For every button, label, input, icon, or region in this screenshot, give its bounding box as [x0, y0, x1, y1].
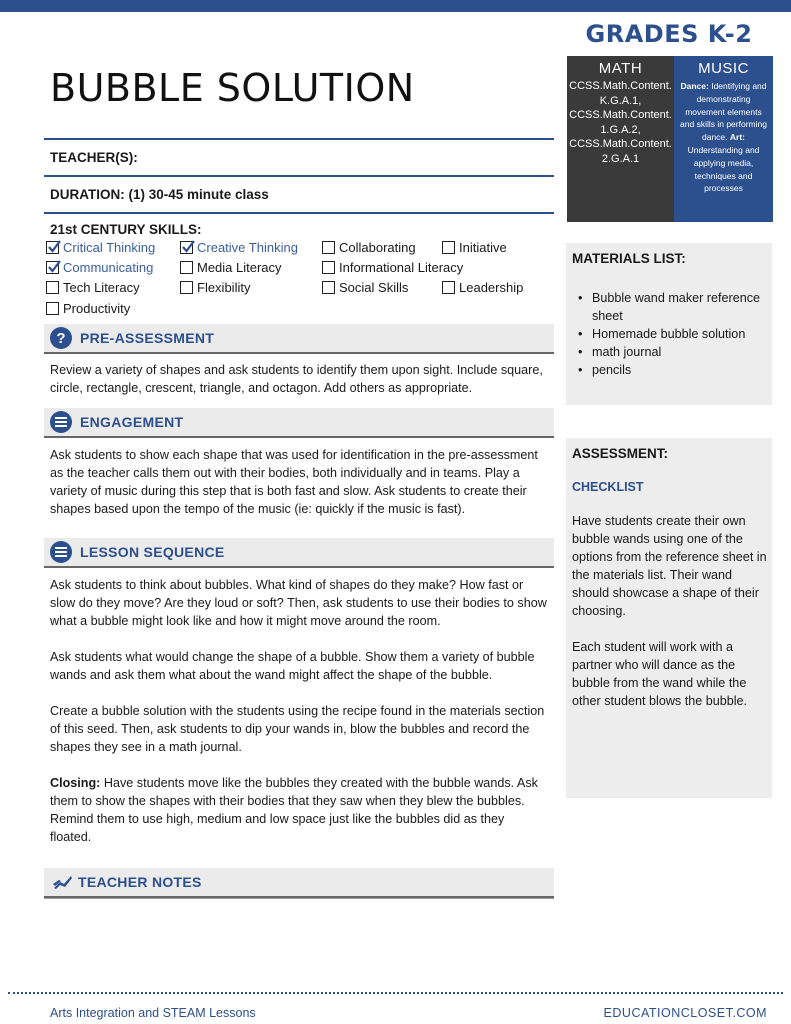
closing-label: Closing:: [50, 776, 101, 790]
assessment-panel: [566, 438, 772, 798]
paragraph: Ask students to show each shape that was used for identification in the pre-assessment as the teacher calls them out with their bodies, both individually and in teams. Play a variety of music during this step that is both fast and slow. Ask students to create their shapes based upon the tempo of the music (ie: quickly if the music is fast).: [50, 448, 538, 516]
checkbox[interactable]: [46, 241, 59, 254]
section-title: ENGAGEMENT: [80, 414, 184, 430]
paragraph: Ask students to think about bubbles. What kind of shapes do they make? How fast or slow do they move? Are they loud or soft? Then, ask students to use their bodies to show what a bubble might look like and how it might move around the room.: [50, 578, 547, 628]
skill-collaborating[interactable]: [322, 240, 416, 255]
skill-social-skills[interactable]: [322, 280, 408, 295]
assessment-title: ASSESSMENT:: [572, 446, 669, 461]
checkbox[interactable]: [180, 241, 193, 254]
math-standards: [567, 79, 674, 166]
list-item: • Bubble wand maker reference sheet: [578, 289, 768, 325]
closing-text: Have students move like the bubbles they created with the bubble wands. Ask them to show the shapes with their bodies that they saw when they blew the bubbles. Remind them to use high, medium and low space just like the bubbles did as they floated.: [50, 776, 538, 844]
divider: [44, 138, 554, 140]
divider: [44, 175, 554, 177]
music-label: MUSIC: [698, 60, 749, 77]
paragraph: Create a bubble solution with the students using the recipe found in the materials section of this seed. Then, ask students to dip your wands in, blow the bubbles and record the shapes they see in a math journal.: [50, 704, 545, 754]
skill-label: Collaborating: [339, 240, 416, 255]
checkbox[interactable]: [322, 261, 335, 274]
lesson-sequence-text: [50, 576, 548, 846]
engagement-header: [44, 408, 554, 438]
skill-label: Flexibility: [197, 280, 251, 295]
music-standards: [674, 80, 773, 195]
math-standard-line: CCSS.Math.Content.: [569, 80, 672, 92]
duration-field: DURATION: (1) 30-45 minute class: [50, 187, 269, 202]
list-icon: [50, 541, 72, 563]
pen-hand-icon: [52, 871, 74, 893]
skill-media-literacy[interactable]: [180, 260, 282, 275]
paragraph: Review a variety of shapes and ask students to identify them upon sight. Include square, circle, rectangle, crescent, triangle, and octagon. Add others as appropriate.: [50, 363, 543, 395]
list-item: • pencils: [578, 361, 768, 379]
skill-label: Informational Literacy: [339, 260, 464, 275]
materials-list: [578, 289, 768, 379]
math-standard-line: CCSS.Math.Content.: [569, 109, 672, 121]
skill-label: Media Literacy: [197, 260, 282, 275]
materials-panel: [566, 243, 772, 405]
music-standards-box: [674, 56, 773, 222]
footer-divider: [8, 992, 783, 994]
skill-label: Communicating: [63, 260, 154, 275]
checkbox[interactable]: [180, 261, 193, 274]
section-title: LESSON SEQUENCE: [80, 544, 225, 560]
art-label: Art:: [729, 132, 745, 143]
list-item: • math journal: [578, 343, 768, 361]
paragraph: Ask students what would change the shape of a bubble. Show them a variety of bubble wands and ask them what about the wand might affect the shape of the bubble.: [50, 650, 535, 682]
footer-tagline: Arts Integration and STEAM Lessons: [50, 1006, 256, 1020]
math-standard-line: 1.G.A.2,: [600, 123, 641, 136]
top-accent-bar: [0, 0, 791, 12]
checkbox[interactable]: [46, 261, 59, 274]
grade-level-heading: GRADES K-2: [585, 20, 753, 48]
checkbox[interactable]: [442, 241, 455, 254]
list-item: • Homemade bubble solution: [578, 325, 768, 343]
pre-assessment-text: [50, 361, 548, 397]
skill-label: Critical Thinking: [63, 240, 156, 255]
skill-label: Creative Thinking: [197, 240, 298, 255]
math-standard-line: K.G.A.1,: [599, 94, 642, 107]
lesson-sequence-header: [44, 538, 554, 568]
skill-communicating[interactable]: [46, 260, 153, 275]
skill-tech-literacy[interactable]: [46, 280, 140, 295]
checkbox[interactable]: [322, 281, 335, 294]
divider: [44, 898, 554, 899]
checklist-label: CHECKLIST: [572, 480, 644, 494]
pre-assessment-header: [44, 324, 554, 354]
math-label: MATH: [598, 60, 643, 77]
skills-title: 21st CENTURY SKILLS:: [50, 222, 202, 237]
dance-label: Dance:: [680, 81, 709, 91]
skill-creative-thinking[interactable]: [180, 240, 298, 255]
teachers-field: TEACHER(S):: [50, 150, 138, 165]
skill-label: Initiative: [459, 240, 507, 255]
list-icon: [50, 411, 72, 433]
footer-site-link[interactable]: EDUCATIONCLOSET.COM: [603, 1006, 767, 1020]
question-icon: ?: [50, 327, 72, 349]
skill-critical-thinking[interactable]: [46, 240, 155, 255]
section-title: PRE-ASSESSMENT: [80, 330, 215, 346]
teacher-notes-header: [44, 868, 554, 898]
skill-flexibility[interactable]: [180, 280, 250, 295]
math-standards-box: [567, 56, 674, 222]
checkbox[interactable]: [322, 241, 335, 254]
paragraph: Have students create their own bubble wands using one of the options from the reference sheet in the materials list. Their wand should showcase a shape of their choosing.: [572, 514, 767, 618]
math-standard-line: 2.G.A.1: [601, 152, 640, 165]
skill-label: Social Skills: [339, 280, 409, 295]
dance-text: Identifying and demonstrating movement elements and skills in performing dance.: [680, 81, 767, 143]
checkbox[interactable]: [46, 302, 59, 315]
skill-informational-literacy[interactable]: [322, 260, 463, 275]
materials-title: MATERIALS LIST:: [572, 251, 686, 266]
section-title: TEACHER NOTES: [78, 874, 202, 890]
skill-leadership[interactable]: [442, 280, 523, 295]
checkbox[interactable]: [180, 281, 193, 294]
skill-label: Tech Literacy: [63, 280, 140, 295]
skill-productivity[interactable]: [46, 301, 130, 316]
closing-paragraph: [50, 774, 548, 846]
paragraph: Each student will work with a partner who will dance as the bubble from the wand while the other student blows the bubble.: [572, 640, 748, 708]
skill-label: Productivity: [63, 301, 131, 316]
checkbox[interactable]: [46, 281, 59, 294]
math-standard-line: CCSS.Math.Content.: [569, 138, 672, 150]
divider: [44, 212, 554, 214]
checkbox[interactable]: [442, 281, 455, 294]
assessment-text: [572, 512, 770, 728]
skill-initiative[interactable]: [442, 240, 507, 255]
skill-label: Leadership: [459, 280, 524, 295]
engagement-text: [50, 446, 548, 518]
art-text: Understanding and applying media, techniques and processes: [687, 144, 760, 194]
lesson-title: BUBBLE SOLUTION: [50, 66, 415, 110]
